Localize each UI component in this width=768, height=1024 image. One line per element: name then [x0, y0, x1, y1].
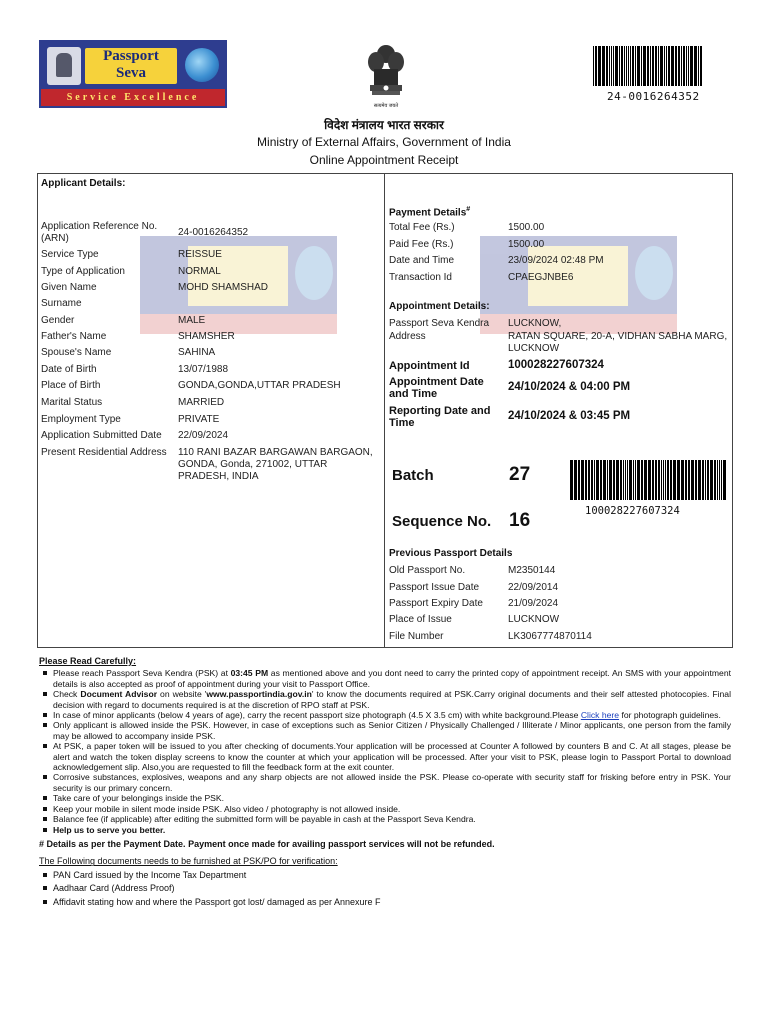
submitted-date-value: 22/09/2024 — [178, 430, 229, 441]
total-fee-value: 1500.00 — [508, 222, 545, 233]
barcode-bar — [574, 460, 577, 500]
barcode-bar — [594, 460, 595, 500]
marital-status-value: MARRIED — [178, 397, 225, 408]
father-name-value: SHAMSHER — [178, 331, 235, 342]
appointment-datetime-label: Appointment Date and Time — [389, 376, 484, 400]
appointment-datetime-value: 24/10/2024 & 04:00 PM — [508, 381, 631, 393]
sequence-value: 16 — [509, 510, 531, 531]
barcode-bar — [609, 460, 612, 500]
father-name-label: Father's Name — [41, 331, 107, 342]
marital-status-label: Marital Status — [41, 397, 103, 408]
barcode-bar — [707, 460, 709, 500]
barcode-bar — [635, 460, 636, 500]
barcode-bar — [632, 46, 634, 86]
list-item: Please reach Passport Seva Kendra (PSK) at 03:45 PM as mentioned above and you dont need to carry the printed copy of appointment receipt. An SMS with your appointment details is also accepted as proof of appointment during your visit to Passport Office. — [53, 668, 731, 689]
barcode-bar — [650, 46, 651, 86]
total-fee-label: Total Fee (Rs.) — [389, 222, 455, 233]
barcode-bar — [620, 460, 622, 500]
psk-address-value: RATAN SQUARE, 20-A, VIDHAN SABHA MARG, LUCKNOW — [508, 331, 728, 354]
barcode-bar — [615, 46, 618, 86]
issue-date-value: 22/09/2014 — [508, 582, 559, 593]
instructions-section — [39, 656, 731, 907]
applicant-heading: Applicant Details: — [41, 178, 126, 189]
barcode-bar — [578, 460, 580, 500]
instructions-title: Please Read Carefully: — [39, 656, 137, 666]
barcode-bar — [668, 46, 670, 86]
given-name-value: MOHD SHAMSHAD — [178, 282, 269, 293]
barcode-bar — [633, 460, 634, 500]
list-item: At PSK, a paper token will be issued to you after checking of documents.Your application will be processed at Counter A followed by counters B and C. At all stages, please be alert and watch the token display screens to know the counter at which your application will be processed. After your visit to PSK, please login to Passport Portal to download acknowledgement slip. Also,you are requested to fill the feedback form at the exit counter. — [53, 741, 731, 773]
barcode-bar — [641, 460, 644, 500]
barcode-bar — [621, 46, 623, 86]
photo-guidelines-link[interactable]: Click here — [580, 710, 620, 721]
barcode-bar — [723, 460, 726, 500]
barcode-bar — [660, 46, 663, 86]
barcode-bar — [681, 460, 684, 500]
logo-name: Passport Seva — [85, 48, 177, 84]
arn-label: Application Reference No. (ARN) — [41, 221, 158, 244]
barcode-bar — [658, 460, 660, 500]
batch-value: 27 — [509, 464, 531, 485]
appointment-id-label: Appointment Id — [389, 360, 470, 372]
barcode-bar — [670, 460, 672, 500]
barcode-bar — [685, 460, 687, 500]
service-type-label: Service Type — [41, 249, 99, 260]
payment-heading: Payment Details# — [389, 206, 471, 219]
ministry-title: Ministry of External Affairs, Government of India — [257, 135, 511, 149]
barcode-bar — [675, 46, 677, 86]
barcode-bar — [688, 460, 690, 500]
barcode-bar — [655, 46, 657, 86]
barcode-bar — [626, 46, 627, 86]
old-passport-label: Old Passport No. — [389, 565, 466, 576]
barcode-bar — [637, 460, 640, 500]
arn-barcode-text: 24-0016264352 — [607, 90, 700, 103]
barcode-bar — [695, 460, 697, 500]
barcode-bar — [683, 46, 685, 86]
dob-label: Date of Birth — [41, 364, 97, 375]
barcode-bar — [611, 46, 612, 86]
barcode-bar — [719, 460, 720, 500]
document-item: Affidavit stating how and where the Passport got lost/ damaged as per Annexure F — [53, 897, 731, 907]
barcode-bar — [705, 460, 706, 500]
employment-type-label: Employment Type — [41, 414, 121, 425]
barcode-bar — [635, 46, 636, 86]
passport-seva-logo — [39, 40, 227, 108]
barcode-bar — [581, 460, 584, 500]
barcode-bar — [596, 460, 599, 500]
barcode-bar — [698, 460, 701, 500]
list-item: Check Document Advisor on website 'www.passportindia.gov.in' to know the documents required at PSK.Carry original documents and their self attested photocopies. Final decision with regard to documents required is at the discretion of RPO staff at PSK. — [53, 689, 731, 710]
barcode-bar — [721, 460, 722, 500]
barcode-bar — [641, 46, 642, 86]
barcode-bar — [702, 460, 704, 500]
dob-value: 13/07/1988 — [178, 364, 229, 375]
surname-label: Surname — [41, 298, 82, 309]
barcode-bar — [613, 460, 615, 500]
address-value: 110 RANI BAZAR BARGAWAN BARGAON, GONDA, Gonda, 271002, UTTAR PRADESH, INDIA — [178, 447, 373, 482]
appointment-id-value: 100028227607324 — [508, 359, 604, 371]
barcode-bar — [603, 460, 606, 500]
barcode-bar — [619, 46, 620, 86]
file-number-label: File Number — [389, 631, 444, 642]
gender-label: Gender — [41, 315, 75, 326]
barcode-bar — [570, 460, 573, 500]
arn-barcode — [593, 46, 705, 86]
document-item: Aadhaar Card (Address Proof) — [53, 883, 731, 893]
appointment-heading: Appointment Details: — [389, 301, 490, 312]
barcode-bar — [652, 460, 654, 500]
barcode-bar — [661, 460, 662, 500]
barcode-bar — [714, 460, 716, 500]
spouse-name-label: Spouse's Name — [41, 347, 112, 358]
barcode-bar — [647, 46, 649, 86]
list-item: Help us to serve you better. — [53, 825, 731, 835]
previous-passport-heading: Previous Passport Details — [389, 548, 513, 559]
psk-address-label: Address — [389, 331, 426, 342]
barcode-bar — [598, 46, 601, 86]
barcode-bar — [655, 460, 657, 500]
logo-tagline: Service Excellence — [41, 89, 225, 106]
barcode-bar — [624, 46, 625, 86]
barcode-bar — [625, 460, 626, 500]
barcode-bar — [664, 46, 665, 86]
transaction-id-label: Transaction Id — [389, 272, 452, 283]
expiry-date-label: Passport Expiry Date — [389, 598, 483, 609]
barcode-bar — [700, 46, 702, 86]
barcode-bar — [627, 460, 628, 500]
address-label: Present Residential Address — [41, 447, 167, 458]
document-item: PAN Card issued by the Income Tax Department — [53, 870, 731, 880]
instructions-list — [39, 668, 731, 835]
psk-label: Passport Seva Kendra — [389, 318, 490, 329]
barcode-bar — [630, 46, 631, 86]
submitted-date-label: Application Submitted Date — [41, 430, 162, 441]
list-item: Only applicant is allowed inside the PSK. However, in case of exceptions such as Senior Citizen / Physically Challenged / Illiterate / Minor applicants, one person from the family may be allowed to accompany inside PSK. — [53, 720, 731, 741]
birth-place-label: Place of Birth — [41, 380, 101, 391]
payment-date-label: Date and Time — [389, 255, 455, 266]
barcode-bar — [602, 46, 605, 86]
hindi-title: विदेश मंत्रालय भारत सरकार — [324, 118, 444, 132]
barcode-bar — [691, 460, 694, 500]
barcode-bar — [690, 46, 693, 86]
list-item: Take care of your belongings inside the PSK. — [53, 793, 731, 803]
expiry-date-value: 21/09/2024 — [508, 598, 559, 609]
old-passport-value: M2350144 — [508, 565, 556, 576]
barcode-bar — [588, 460, 590, 500]
spouse-name-value: SAHINA — [178, 347, 216, 358]
barcode-bar — [717, 460, 718, 500]
barcode-bar — [665, 460, 666, 500]
employment-type-value: PRIVATE — [178, 414, 220, 425]
barcode-bar — [663, 460, 664, 500]
barcode-bar — [593, 46, 594, 86]
barcode-bar — [710, 460, 713, 500]
reporting-datetime-label: Reporting Date and Time — [389, 405, 491, 429]
receipt-title: Online Appointment Receipt — [309, 153, 459, 167]
birth-place-value: GONDA,GONDA,UTTAR PRADESH — [178, 380, 341, 391]
list-item: Corrosive substances, explosives, weapons and any sharp objects are not allowed inside the PSK. Please co-operate with security staff for frisking before entry in PSK. Your security is our primary concern. — [53, 772, 731, 793]
payment-date-value: 23/09/2024 02:48 PM — [508, 255, 604, 266]
paid-fee-value: 1500.00 — [508, 239, 545, 250]
arn-value: 24-0016264352 — [178, 227, 249, 238]
batch-label: Batch — [392, 467, 434, 484]
barcode-bar — [616, 460, 619, 500]
file-number-value: LK3067774870114 — [508, 631, 592, 642]
application-type-label: Type of Application — [41, 266, 125, 277]
application-type-value: NORMAL — [178, 266, 221, 277]
barcode-bar — [628, 46, 629, 86]
barcode-bar — [623, 460, 624, 500]
emblem-caption: सत्यमेव जयते — [373, 103, 399, 109]
barcode-bar — [591, 460, 593, 500]
reporting-datetime-value: 24/10/2024 & 03:45 PM — [508, 410, 631, 422]
sequence-label: Sequence No. — [392, 513, 492, 530]
issue-date-label: Passport Issue Date — [389, 582, 480, 593]
place-of-issue-value: LUCKNOW — [508, 614, 560, 625]
barcode-bar — [678, 46, 680, 86]
barcode-bar — [613, 46, 614, 86]
globe-icon — [185, 48, 219, 82]
website-link: www.passportindia.gov.in — [206, 689, 312, 700]
list-item: In case of minor applicants (below 4 years of age), carry the recent passport size photograph (4.5 X 3.5 cm) with white background.Please Click here for photograph guidelines. — [53, 710, 731, 720]
gender-value: MALE — [178, 315, 206, 326]
barcode-bar — [644, 460, 647, 500]
paid-fee-label: Paid Fee (Rs.) — [389, 239, 454, 250]
refund-disclaimer: # Details as per the Payment Date. Payment once made for availing passport services will not be refunded. — [39, 838, 495, 849]
barcode-bar — [606, 46, 608, 86]
barcode-bar — [629, 460, 632, 500]
barcode-bar — [694, 46, 697, 86]
emblem-icon — [47, 47, 81, 85]
barcode-bar — [600, 460, 602, 500]
barcode-bar — [585, 460, 587, 500]
transaction-id-value: CPAEGJNBE6 — [508, 272, 574, 283]
barcode-bar — [671, 46, 674, 86]
national-emblem-icon — [364, 42, 408, 110]
barcode-bar — [667, 460, 669, 500]
barcode-bar — [677, 460, 680, 500]
barcode-bar — [658, 46, 659, 86]
list-item: Keep your mobile in silent mode inside PSK. Also video / photography is not allowed inside. — [53, 804, 731, 814]
column-divider — [384, 173, 385, 648]
barcode-bar — [595, 46, 597, 86]
barcode-bar — [652, 46, 654, 86]
psk-value: LUCKNOW, — [508, 318, 562, 329]
documents-heading: The Following documents needs to be furnished at PSK/PO for verification: — [39, 856, 338, 867]
documents-list — [39, 870, 731, 907]
barcode-bar — [681, 46, 682, 86]
barcode-bar — [688, 46, 689, 86]
barcode-bar — [643, 46, 646, 86]
barcode-bar — [698, 46, 699, 86]
barcode-bar — [666, 46, 667, 86]
barcode-bar — [673, 460, 676, 500]
place-of-issue-label: Place of Issue — [389, 614, 452, 625]
barcode-bar — [609, 46, 610, 86]
list-item: Balance fee (if applicable) after editing the submitted form will be payable in cash at the Passport Seva Kendra. — [53, 814, 731, 824]
service-type-value: REISSUE — [178, 249, 222, 260]
barcode-bar — [637, 46, 640, 86]
appointment-barcode — [570, 460, 727, 500]
given-name-label: Given Name — [41, 282, 97, 293]
barcode-bar — [686, 46, 687, 86]
barcode-bar — [607, 460, 608, 500]
barcode-bar — [648, 460, 651, 500]
appointment-barcode-text: 100028227607324 — [585, 505, 680, 517]
